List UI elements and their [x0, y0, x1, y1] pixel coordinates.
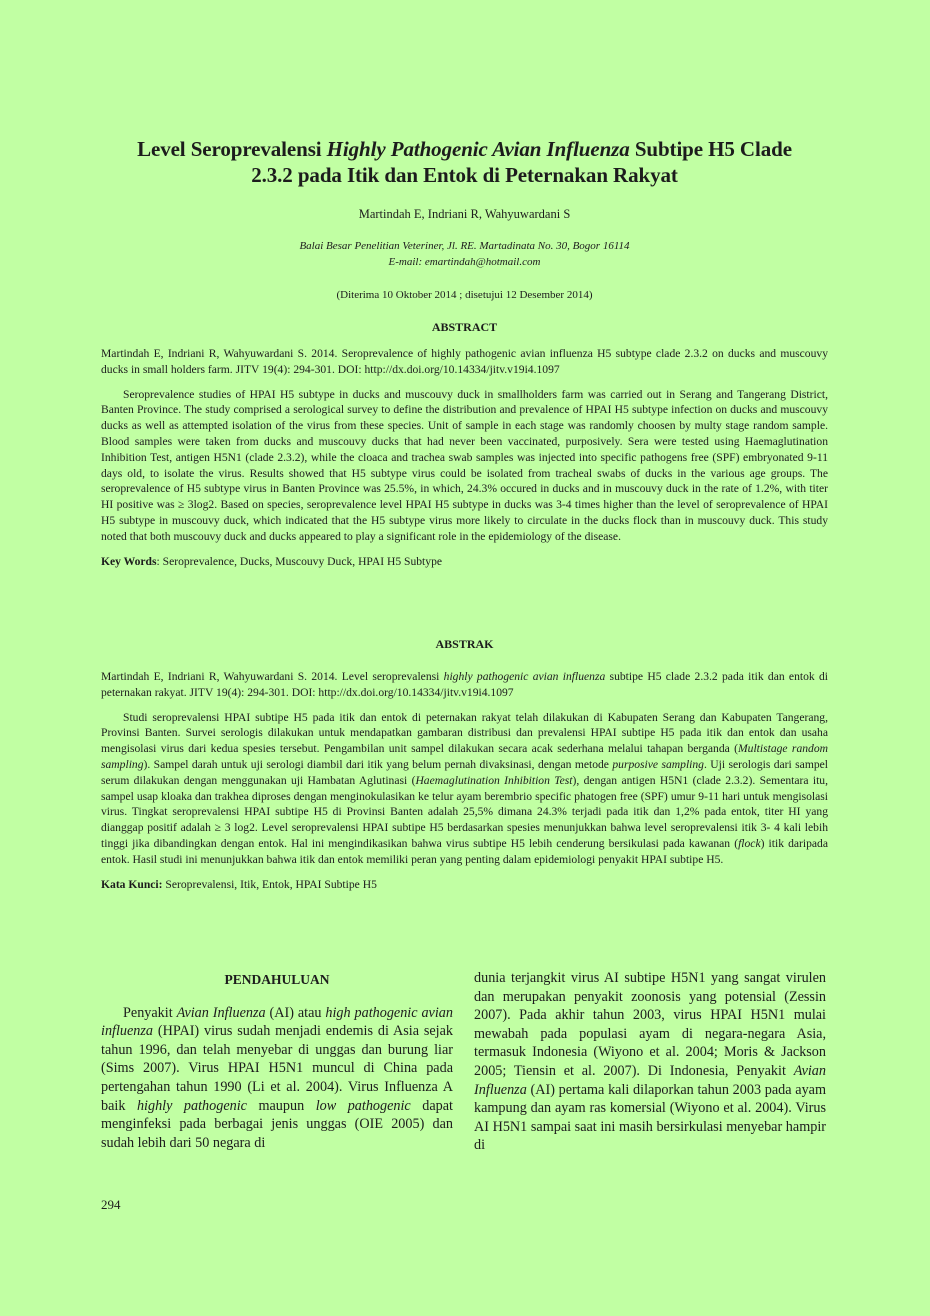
abstrak-citation	[101, 669, 828, 701]
intro-right-column	[474, 969, 826, 1155]
title-text: Level Seroprevalensi	[137, 137, 327, 161]
body-italic: low pathogenic	[315, 1097, 411, 1114]
body-text: (HPAI) virus sudah menjadi endemis di Asia sejak tahun 1996, dan telah menyebar di unggas dan burung liar (Sims 2007). Virus HPAI H5N1 muncul di China pada pertengahan tahun 1990 (Li et al. 2004). Virus Influenza A baik	[101, 1023, 453, 1114]
body-text: ) itik daripada entok. Hasil studi ini menunjukkan bahwa itik dan entok memiliki peran yang penting dalam epidemiologi penyakit HPAI subtipe H5.	[101, 836, 828, 866]
body-italic: purposive sampling	[612, 757, 704, 771]
body-text: ). Sampel darah untuk uji serologi diambil dari itik yang belum pernah divaksinasi, dengan metode	[143, 757, 613, 771]
abstract-section	[101, 346, 828, 569]
affiliation-block	[101, 238, 828, 270]
body-italic: Haemaglutination Inhibition Test	[415, 773, 573, 787]
abstract-heading: ABSTRACT	[431, 320, 498, 334]
body-text: ), dengan antigen H5N1 (clade 2.3.2). Sementara itu, sampel usap kloaka dan trakhea diproses dengan menginokulasikan ke telur ayam berembrio specific phatogen free (SPF) umur 9-11 hari untuk mengisolasi virus. Tingkat seroprevalensi HPAI subtipe H5 di Provinsi Banten adalah 25,5% dimana 24.3% terjadi pada itik dan 1,2% pada entok, titer HI yang dianggap positif adalah ≥ 3 log2. Level seroprevalensi HPAI subtipe H5 berdasarkan spesies menunjukkan bahwa level seroprevalensi itik 3- 4 kali lebih tinggi jika dibandingkan dengan entok. Hal ini mengindikasikan bahwa virus subtipe H5 lebih cenderung bersikulasi pada kawanan (	[101, 773, 829, 850]
received-accepted-dates: (Diterima 10 Oktober 2014 ; disetujui 12 Desember 2014)	[336, 289, 593, 301]
abstract-body: Seroprevalence studies of HPAI H5 subtype in ducks and muscouvy duck in smallholders farm was carried out in Serang and Tangerang District, Banten Province. The study comprised a serological survey to define the distribution and prevalence of HPAI H5 subtype infection on ducks and muscouvy ducks as well as attempted isolation of the virus from these species. Unit of sample in each stage was randomly choosen by multy stage random sample. Blood samples were taken from ducks and muscouvy ducks that had never been vaccinated, purposively. Sera were tested using Haemaglutination Inhibition Test, antigen H5N1 (clade 2.3.2), while the cloaca and trachea swab samples was injected into specific pathogens free (SPF) embryonated 9-11 days old, to isolate the virus. Results showed that H5 subtype virus could be isolated from tracheal swabs of ducks in the various age groups. The seroprevalence of H5 subtype virus in Banten Province was 25.5%, in which, 24.3% occured in ducks and in muscouvy duck in the rate of 1.2%, with titer HI positive was ≥ 3log2. Based on species, seroprevalence level HPAI H5 subtype in ducks was 3-4 times higher than the level of seroprevalence of HPAI H5 subtype in muscouvy duck, which indicated that the H5 subtype virus more likely to circulate in the ducks flock than in muscouvy duck. This study noted that both muscouvy duck and ducks appeared to play a significant role in the epidemiology of the disease.	[101, 387, 828, 543]
body-text: . Uji serologis dari sampel serum dilakukan dengan menggunakan uji Hambatan Aglutinasi (	[101, 757, 829, 787]
email: E-mail: emartindah@hotmail.com	[388, 256, 541, 268]
body-italic: Avian Influenza	[176, 1004, 266, 1021]
keywords-label: Key Words	[101, 554, 157, 568]
authors: Martindah E, Indriani R, Wahyuwardani S	[358, 207, 571, 221]
page-number: 294	[101, 1197, 121, 1212]
abstrak-section	[101, 669, 828, 892]
citation-text: subtipe H5 clade 2.3.2 pada itik dan entok di peternakan rakyat. JITV 19(4): 294-301. DOI: http://dx.doi.org/10.14334/jitv.v19i4.1097	[101, 670, 828, 699]
body-text: dapat menginfeksi pada berbagai jenis unggas (OIE 2005) dan sudah lebih dari 50 negara di	[101, 1097, 453, 1151]
body-text: (AI) atau	[265, 1004, 326, 1021]
body-text: Penyakit	[123, 1004, 177, 1021]
abstract-keywords	[101, 554, 828, 570]
intro-paragraph-continued	[474, 969, 826, 1155]
title-italic: Highly Pathogenic Avian Influenza	[326, 137, 630, 161]
body-text: maupun	[246, 1097, 316, 1114]
citation-text: Martindah E, Indriani R, Wahyuwardani S. 2014. Level seroprevalensi	[101, 670, 444, 683]
abstrak-body	[101, 710, 828, 868]
body-text: Studi seroprevalensi HPAI subtipe H5 pada itik dan entok di peternakan rakyat telah dilakukan di Kabupaten Serang dan Kabupaten Tangerang, Provinsi Banten. Survei serologis dilakukan untuk mendapatkan gambaran distribusi dan prevalensi HPAI subtipe H5 pada itik dan entok dan usaha mengisolasi virus dari kedua spesies tersebut. Pengambilan unit sampel dilakukan secara acak sederhana melalui tahapan berganda (	[101, 710, 828, 756]
body-italic: high pathogenic avian influenza	[101, 1004, 453, 1040]
affiliation: Balai Besar Penelitian Veteriner, Jl. RE. Martadinata No. 30, Bogor 16114	[299, 240, 630, 252]
body-italic: flock	[738, 836, 761, 850]
keywords-list: : Seroprevalence, Ducks, Muscouvy Duck, HPAI H5 Subtype	[156, 554, 443, 568]
abstrak-keywords	[101, 877, 828, 893]
intro-paragraph	[101, 1004, 453, 1153]
abstrak-heading: ABSTRAK	[435, 637, 494, 651]
intro-left-column	[101, 971, 453, 1152]
abstract-citation: Martindah E, Indriani R, Wahyuwardani S. 2014. Seroprevalence of highly pathogenic avian influenza H5 subtype clade 2.3.2 on ducks and muscouvy ducks in small holders farm. JITV 19(4): 294-301. DOI: http://dx.doi.org/10.14334/jitv.v19i4.1097	[101, 347, 828, 376]
citation-italic: highly pathogenic avian influenza	[443, 670, 606, 683]
title-text: Subtipe H5 Clade	[629, 137, 792, 161]
keywords-label: Kata Kunci:	[101, 877, 163, 891]
body-italic: Multistage random sampling	[101, 742, 828, 771]
paper-title	[101, 136, 828, 188]
keywords-list: Seroprevalensi, Itik, Entok, HPAI Subtipe H5	[162, 877, 377, 891]
body-text: dunia terjangkit virus AI subtipe H5N1 yang sangat virulen dan merupakan penyakit zoonosis yang potensial (Zessin 2007). Pada akhir tahun 2003, virus HPAI H5N1 mulai mewabah pada populasi ayam di negara-negara Asia, termasuk Indonesia (Wiyono et al. 2004; Moris & Jackson 2005; Tiensin et al. 2007). Di Indonesia, Penyakit	[474, 970, 826, 1079]
body-italic: highly pathogenic	[136, 1097, 247, 1114]
intro-heading: PENDAHULUAN	[224, 972, 330, 987]
body-text: (AI) pertama kali dilaporkan tahun 2003 pada ayam kampung dan ayam ras komersial (Wiyono et al. 2004). Virus AI H5N1 sampai saat ini masih bersirkulasi menyebar hampir di	[474, 1081, 826, 1154]
title-line-2: 2.3.2 pada Itik dan Entok di Peternakan Rakyat	[251, 163, 678, 187]
body-italic: Avian Influenza	[474, 1062, 826, 1098]
